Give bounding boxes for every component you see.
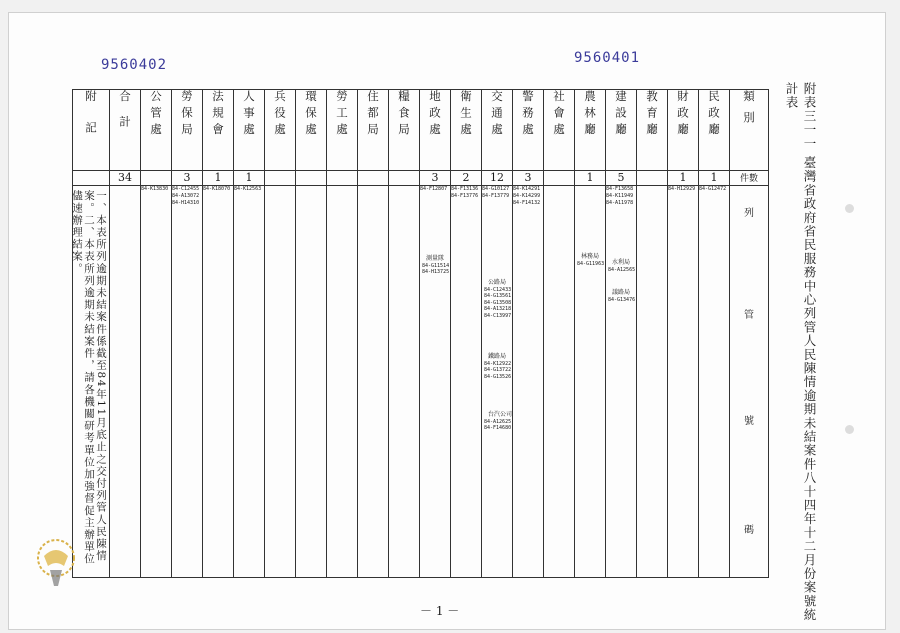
codes-label-char: 碼 xyxy=(744,525,754,536)
case-code: 84-C12455 xyxy=(172,186,200,192)
count-cell xyxy=(73,171,110,186)
case-code: 84-K13830 xyxy=(141,186,169,192)
header-cell: 公管處 xyxy=(141,90,172,171)
codes-cell xyxy=(296,186,327,578)
count-cell: 1 xyxy=(699,171,730,186)
header-cell: 住都局 xyxy=(358,90,389,171)
codes-cell xyxy=(389,186,420,578)
count-cell xyxy=(389,171,420,186)
case-code: 84-F13776 xyxy=(451,193,479,199)
count-cell xyxy=(141,171,172,186)
header-cell: 衛生處 xyxy=(451,90,482,171)
punch-hole xyxy=(845,425,854,434)
codes-cell xyxy=(513,186,544,578)
codes-label-char: 管 xyxy=(744,310,754,321)
agency-label: 公路局 xyxy=(488,279,507,286)
count-cell: 1 xyxy=(668,171,699,186)
codes-cell xyxy=(637,186,668,578)
header-cell: 農林廳 xyxy=(575,90,606,171)
header-cell: 交通處 xyxy=(482,90,513,171)
header-cell-category: 類別 xyxy=(730,90,769,171)
header-cell: 社會處 xyxy=(544,90,575,171)
case-code: 84-A13072 xyxy=(172,193,200,199)
header-row xyxy=(73,90,769,171)
case-code: 84-G13526 xyxy=(484,373,512,380)
statistics-table xyxy=(72,89,769,578)
case-code: 84-F13658 xyxy=(606,186,634,192)
case-code: 84-K11949 xyxy=(606,193,634,199)
case-code: 84-A13218 xyxy=(484,306,512,312)
agency-label: 林務局 xyxy=(581,253,600,260)
remarks-cell xyxy=(73,186,110,578)
count-cell xyxy=(265,171,296,186)
agency-label: 水利局 xyxy=(612,259,631,266)
case-code: 84-A12565 xyxy=(608,266,636,273)
codes-cell xyxy=(544,186,575,578)
case-code: 84-F12807 xyxy=(420,186,448,192)
case-code: 84-A12625 xyxy=(484,418,512,425)
table-title xyxy=(782,82,818,633)
case-code: 84-C12433 xyxy=(484,286,512,293)
case-code: 84-C13997 xyxy=(484,312,512,319)
codes-cell xyxy=(482,186,513,578)
codes-cell xyxy=(203,186,234,578)
count-cell: 12 xyxy=(482,171,513,186)
codes-cell xyxy=(451,186,482,578)
case-code: 84-F13779 xyxy=(482,193,510,199)
header-cell: 財政廳 xyxy=(668,90,699,171)
count-cell: 5 xyxy=(606,171,637,186)
codes-label-char: 列 xyxy=(744,208,754,219)
codes-cell xyxy=(234,186,265,578)
count-cell xyxy=(637,171,668,186)
codes-row xyxy=(73,186,769,578)
header-cell: 勞保局 xyxy=(172,90,203,171)
codes-cell xyxy=(575,186,606,578)
case-code: 84-F13136 xyxy=(451,186,479,192)
header-cell: 人事處 xyxy=(234,90,265,171)
codes-cell xyxy=(110,186,141,578)
archive-seal-logo xyxy=(32,536,82,596)
case-code: 84-G13508 xyxy=(484,299,512,306)
case-code: 84-K12563 xyxy=(234,186,262,192)
header-cell: 兵役處 xyxy=(265,90,296,171)
case-code: 84-K14299 xyxy=(513,193,541,199)
header-cell: 民政廳 xyxy=(699,90,730,171)
count-cell xyxy=(327,171,358,186)
case-code: 84-K12922 xyxy=(484,360,512,367)
agency-label: 鐵路局 xyxy=(488,353,507,360)
count-cell xyxy=(544,171,575,186)
case-code: 84-K18070 xyxy=(203,186,231,192)
title-line-2: 臺灣省政府省民服務中心列管人民陳情逾期未結案件八十四年十二月份案號統計表 xyxy=(784,82,817,622)
count-row xyxy=(73,171,769,186)
header-cell: 附記 xyxy=(73,90,110,171)
case-code: 84-G13476 xyxy=(608,296,636,303)
case-code: 84-H14310 xyxy=(172,200,200,206)
codes-cell xyxy=(265,186,296,578)
count-cell: 1 xyxy=(203,171,234,186)
case-code: 84-H13725 xyxy=(422,269,450,275)
codes-cell xyxy=(606,186,637,578)
count-label: 件數 xyxy=(730,171,769,186)
count-cell: 3 xyxy=(420,171,451,186)
codes-label-char: 號 xyxy=(744,416,754,427)
codes-cell xyxy=(668,186,699,578)
codes-label-cell xyxy=(730,186,769,578)
header-cell: 警務處 xyxy=(513,90,544,171)
case-code: 84-G11963 xyxy=(577,260,605,267)
count-cell: 34 xyxy=(110,171,141,186)
agency-label: 台汽公司 xyxy=(488,411,513,418)
case-code: 84-F14132 xyxy=(513,200,541,206)
header-cell: 建設廳 xyxy=(606,90,637,171)
codes-cell xyxy=(172,186,203,578)
remark-2: 二、本表所列逾期未結案件，請各機關研考單位加強督促主辦單位儘速辦理結案。 xyxy=(71,190,95,566)
case-code: 84-K14291 xyxy=(513,186,541,192)
header-cell: 糧食局 xyxy=(389,90,420,171)
codes-cell xyxy=(420,186,451,578)
count-cell: 3 xyxy=(513,171,544,186)
title-line-1: 附表三一一 xyxy=(802,82,817,151)
count-cell: 1 xyxy=(234,171,265,186)
remark-1: 一、本表所列逾期未結案件係截至84年11月底止之交付列管人民陳情案。 xyxy=(83,190,107,562)
count-cell: 3 xyxy=(172,171,203,186)
agency-label: 測量隊 xyxy=(426,255,445,262)
case-code: 84-G11514 xyxy=(422,262,450,269)
case-code: 84-A11978 xyxy=(606,200,634,206)
header-cell: 法規會 xyxy=(203,90,234,171)
codes-cell xyxy=(699,186,730,578)
header-cell: 勞工處 xyxy=(327,90,358,171)
case-code: 84-G12472 xyxy=(699,186,727,192)
codes-cell xyxy=(358,186,389,578)
doc-number-right: 9560401 xyxy=(574,50,641,66)
count-cell xyxy=(296,171,327,186)
header-cell: 地政處 xyxy=(420,90,451,171)
header-cell: 合計 xyxy=(110,90,141,171)
page-number: － 1 － xyxy=(420,604,460,618)
header-cell: 環保處 xyxy=(296,90,327,171)
case-code: 84-F14680 xyxy=(484,425,512,431)
case-code: 84-G13561 xyxy=(484,293,512,299)
case-code: 84-G10127 xyxy=(482,186,510,192)
agency-label: 議路局 xyxy=(612,289,631,296)
header-cell: 教育廳 xyxy=(637,90,668,171)
count-cell: 2 xyxy=(451,171,482,186)
case-code: 84-G13722 xyxy=(484,367,512,373)
count-cell: 1 xyxy=(575,171,606,186)
doc-number-left: 9560402 xyxy=(101,57,168,73)
punch-hole xyxy=(845,204,854,213)
codes-cell xyxy=(327,186,358,578)
count-cell xyxy=(358,171,389,186)
codes-cell xyxy=(141,186,172,578)
case-code: 84-H12929 xyxy=(668,186,696,192)
